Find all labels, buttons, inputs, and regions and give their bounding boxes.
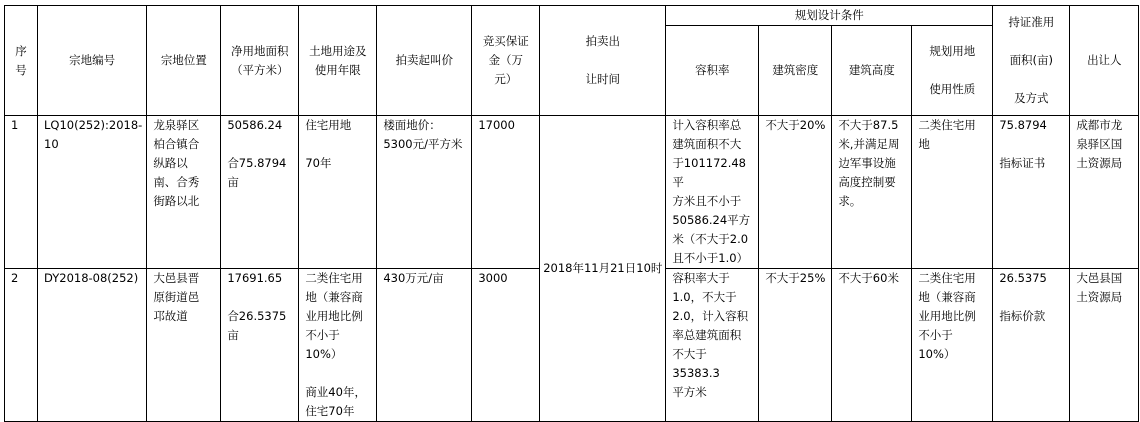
header-certificate: 持证准用 面积(亩) 及方式	[993, 6, 1070, 116]
row1-seq: 1	[5, 116, 38, 269]
row1-land-use: 住宅用地 70年	[299, 116, 377, 269]
row1-parcel-no: LQ10(252):2018- 10	[38, 116, 147, 269]
row2-building-density: 不大于25%	[759, 269, 832, 422]
header-planned-use: 规划用地 使用性质	[912, 26, 993, 116]
row2-certificate: 26.5375 指标价款	[993, 269, 1070, 422]
header-planning-group: 规划设计条件	[666, 6, 993, 26]
table-row	[5, 116, 1139, 269]
header-grantor: 出让人	[1070, 6, 1139, 116]
row1-building-height: 不大于87.5 米,并满足周 边军事设施 高度控制要 求。	[832, 116, 912, 269]
row2-location: 大邑县晋 原街道邑 邛故道	[147, 269, 221, 422]
auction-time-cell: 2018年11月21日10时	[540, 116, 666, 422]
header-building-height: 建筑高度	[832, 26, 912, 116]
land-auction-table	[4, 5, 1139, 422]
header-net-area: 净用地面积 （平方米）	[221, 6, 299, 116]
row2-deposit: 3000	[472, 269, 540, 422]
row2-seq: 2	[5, 269, 38, 422]
row2-net-area: 17691.65 合26.5375亩	[221, 269, 299, 422]
header-seq: 序 号	[5, 6, 38, 116]
row2-planned-use: 二类住宅用 地（兼容商 业用地比例 不小于 10%）	[912, 269, 993, 422]
header-building-density: 建筑密度	[759, 26, 832, 116]
header-auction-time: 拍卖出 让时间	[540, 6, 666, 116]
row2-parcel-no: DY2018-08(252)	[38, 269, 147, 422]
row1-certificate: 75.8794 指标证书	[993, 116, 1070, 269]
row2-start-price: 430万元/亩	[377, 269, 472, 422]
row1-start-price: 楼面地价： 5300元/平方米	[377, 116, 472, 269]
row1-planned-use: 二类住宅用 地	[912, 116, 993, 269]
row1-deposit: 17000	[472, 116, 540, 269]
header-deposit: 竞买保证 金（万 元）	[472, 6, 540, 116]
row2-grantor: 大邑县国 土资源局	[1070, 269, 1139, 422]
row1-plot-ratio: 计入容积率总 建筑面积不大 于101172.48平 方米且不小于 50586.24平方 米（不大于2.0 且不小于1.0）	[666, 116, 759, 269]
header-land-use: 土地用途及 使用年限	[299, 6, 377, 116]
row1-net-area: 50586.24 合75.8794亩	[221, 116, 299, 269]
row2-plot-ratio: 容积率大于 1.0，不大于 2.0，计入容积 率总建筑面积 不大于35383.3 平方米	[666, 269, 759, 422]
row2-building-height: 不大于60米	[832, 269, 912, 422]
header-plot-ratio: 容积率	[666, 26, 759, 116]
row1-grantor: 成都市龙 泉驿区国 土资源局	[1070, 116, 1139, 269]
header-start-price: 拍卖起叫价	[377, 6, 472, 116]
row1-location: 龙泉驿区 柏合镇合 纵路以 南、合秀 街路以北	[147, 116, 221, 269]
row2-land-use: 二类住宅用 地（兼容商 业用地比例 不小于 10%） 商业40年， 住宅70年	[299, 269, 377, 422]
header-parcel-no: 宗地编号	[38, 6, 147, 116]
header-location: 宗地位置	[147, 6, 221, 116]
row1-building-density: 不大于20%	[759, 116, 832, 269]
